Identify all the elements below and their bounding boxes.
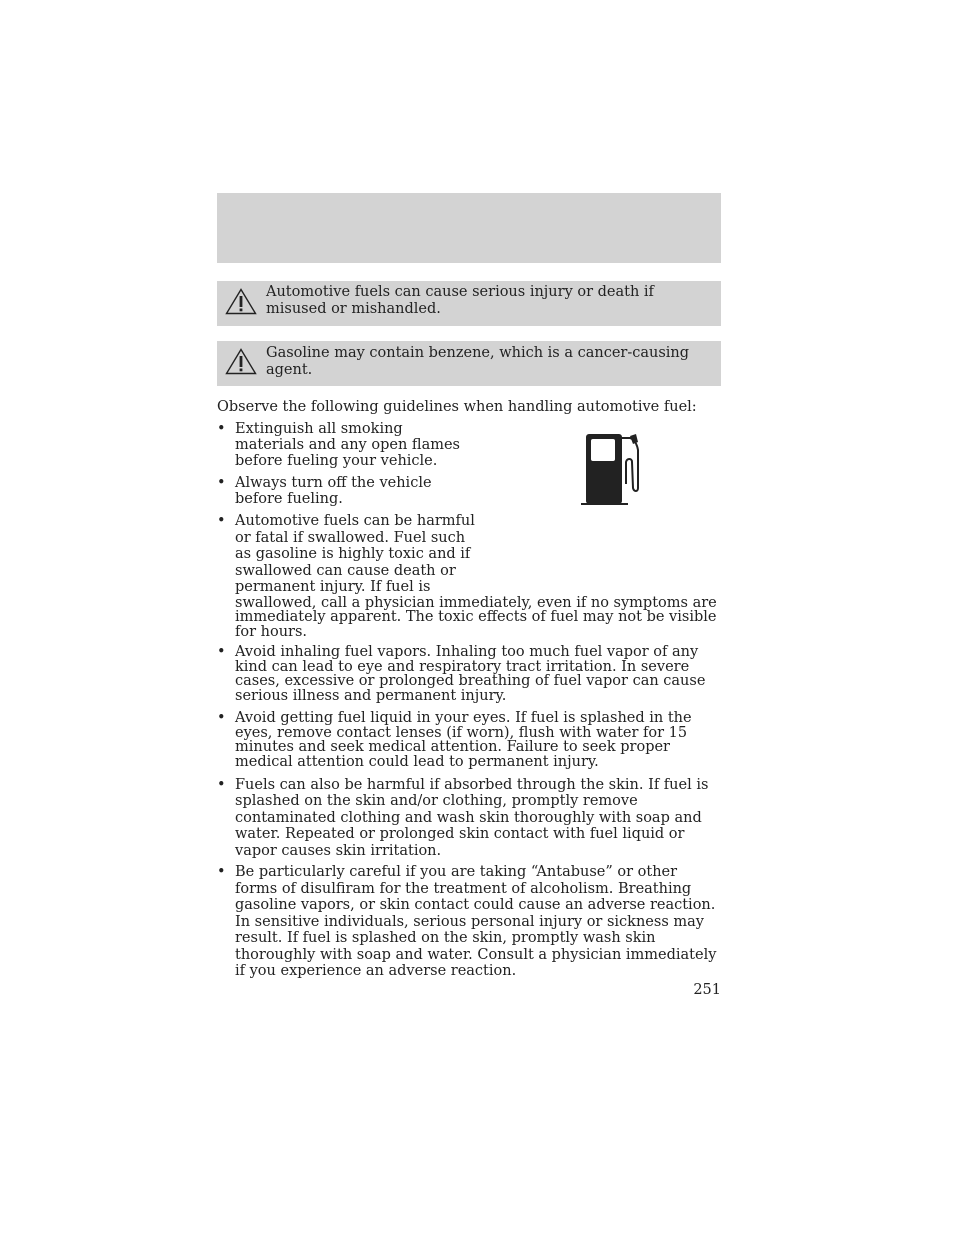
list-item: • Automotive fuels can be harmful or fatal if swallowed. Fuel such as gasoline is highly toxic and if swallowed can cause death or permanent injury. If fuel is swallowed, call a physician immediately, even if no symptoms are immediately apparent. The toxic effects of fuel may not be visible for hours.	[217, 513, 721, 639]
list-item: • Avoid inhaling fuel vapors. Inhaling too much fuel vapor of any kind can lead to eye and respiratory tract irritation. In severe cases, excessive or prolonged breathing of fuel vapor can cause serious illness and permanent injury.	[217, 645, 721, 704]
warning-triangle-icon	[225, 348, 257, 375]
section-header-band	[217, 193, 721, 263]
intro-text: Observe the following guidelines when handling automotive fuel:	[217, 399, 697, 415]
warning-triangle-icon	[225, 288, 257, 315]
list-item: • Fuels can also be harmful if absorbed through the skin. If fuel is splashed on the skin and/or clothing, promptly remove contaminated clothing and wash skin thoroughly with soap and water. Repeated or prolonged skin contact with fuel liquid or vapor causes skin irritation.	[217, 777, 721, 860]
warning-box-benzene	[217, 341, 721, 386]
warning-box-fuel-injury	[217, 281, 721, 326]
list-item: • Always turn off the vehicle before fueling.	[217, 475, 721, 507]
list-item: • Avoid getting fuel liquid in your eyes. If fuel is splashed in the eyes, remove contact lenses (if worn), flush with water for 15 minutes and seek medical attention. Failure to seek proper medical attention could lead to permanent injury.	[217, 711, 721, 770]
warning-text: Automotive fuels can cause serious injury or death if misused or mishandled.	[266, 284, 654, 317]
fuel-guidelines-list	[217, 421, 721, 985]
page-number: 251	[693, 982, 721, 998]
list-item: • Be particularly careful if you are taking “Antabuse” or other forms of disulfiram for the treatment of alcoholism. Breathing gasoline vapors, or skin contact could cause an adverse reaction. In sensitive individuals, serious personal injury or sickness may result. If fuel is splashed on the skin, promptly wash skin thoroughly with soap and water. Consult a physician immediately if you experience an adverse reaction.	[217, 864, 721, 980]
warning-text: Gasoline may contain benzene, which is a cancer-causing agent.	[266, 345, 690, 378]
list-item: • Extinguish all smoking materials and any open flames before fueling your vehicle.	[217, 421, 721, 469]
